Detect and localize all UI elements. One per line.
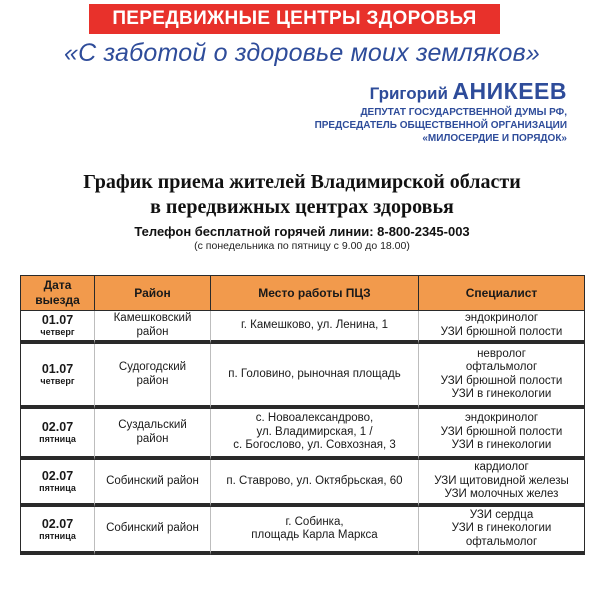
cell-specialists: кардиолог УЗИ щитовидной железы УЗИ молочных желез [419,460,584,507]
cell-date: 01.07 четверг [21,344,95,409]
cell-district: Суздальский район [95,409,211,460]
banner-title: ПЕРЕДВИЖНЫЕ ЦЕНТРЫ ЗДОРОВЬЯ [89,4,500,34]
page-heading [0,170,604,220]
table-row [21,460,584,507]
cell-district: Камешковский район [95,311,211,344]
cell-place: п. Ставрово, ул. Октябрьская, 60 [211,460,419,507]
cell-specialists: невролог офтальмолог УЗИ брюшной полости УЗИ в гинекологии [419,344,584,409]
signature-title-line: ДЕПУТАТ ГОСУДАРСТВЕННОЙ ДУМЫ РФ, [360,107,567,118]
cell-place: п. Головино, рыночная площадь [211,344,419,409]
cell-district: Судогодский район [95,344,211,409]
signature-first-name: Григорий [369,84,448,103]
header-district: Район [95,276,211,311]
signature-title-line: ПРЕДСЕДАТЕЛЬ ОБЩЕСТВЕННОЙ ОРГАНИЗАЦИИ [314,120,567,131]
cell-date: 02.07 пятница [21,507,95,555]
signature-title [315,106,567,145]
header-place: Место работы ПЦЗ [211,276,419,311]
heading-line: График приема жителей Владимирской области [83,171,521,193]
signature-title-line: «МИЛОСЕРДИЕ И ПОРЯДОК» [422,133,567,144]
table-row [21,507,584,555]
cell-district: Собинский район [95,507,211,555]
table-row [21,311,584,344]
cell-district: Собинский район [95,460,211,507]
header-specialist: Специалист [419,276,584,311]
signature-name [370,78,567,105]
hotline-phone: Телефон бесплатной горячей линии: 8-800-2345-003 [134,224,470,239]
table-row [21,409,584,460]
cell-place: г. Собинка, площадь Карла Маркса [211,507,419,555]
slogan: «С заботой о здоровье моих земляков» [64,39,540,67]
cell-date: 02.07 пятница [21,409,95,460]
cell-date: 01.07 четверг [21,311,95,344]
table-header-row [21,276,584,311]
signature-last-name: АНИКЕЕВ [452,78,567,104]
cell-specialists: УЗИ сердца УЗИ в гинекологии офтальмолог [419,507,584,555]
cell-specialists: эндокринолог УЗИ брюшной полости УЗИ в гинекологии [419,409,584,460]
table-row [21,344,584,409]
cell-date: 02.07 пятница [21,460,95,507]
hotline-hours: (с понедельника по пятницу с 9.00 до 18.00) [194,240,410,252]
header-date: Дата выезда [21,276,95,311]
heading-line: в передвижных центрах здоровья [150,196,454,218]
cell-place: г. Камешково, ул. Ленина, 1 [211,311,419,344]
schedule-table [20,275,585,555]
cell-place: с. Новоалександрово, ул. Владимирская, 1 / с. Богослово, ул. Совхозная, 3 [211,409,419,460]
cell-specialists: эндокринолог УЗИ брюшной полости [419,311,584,344]
